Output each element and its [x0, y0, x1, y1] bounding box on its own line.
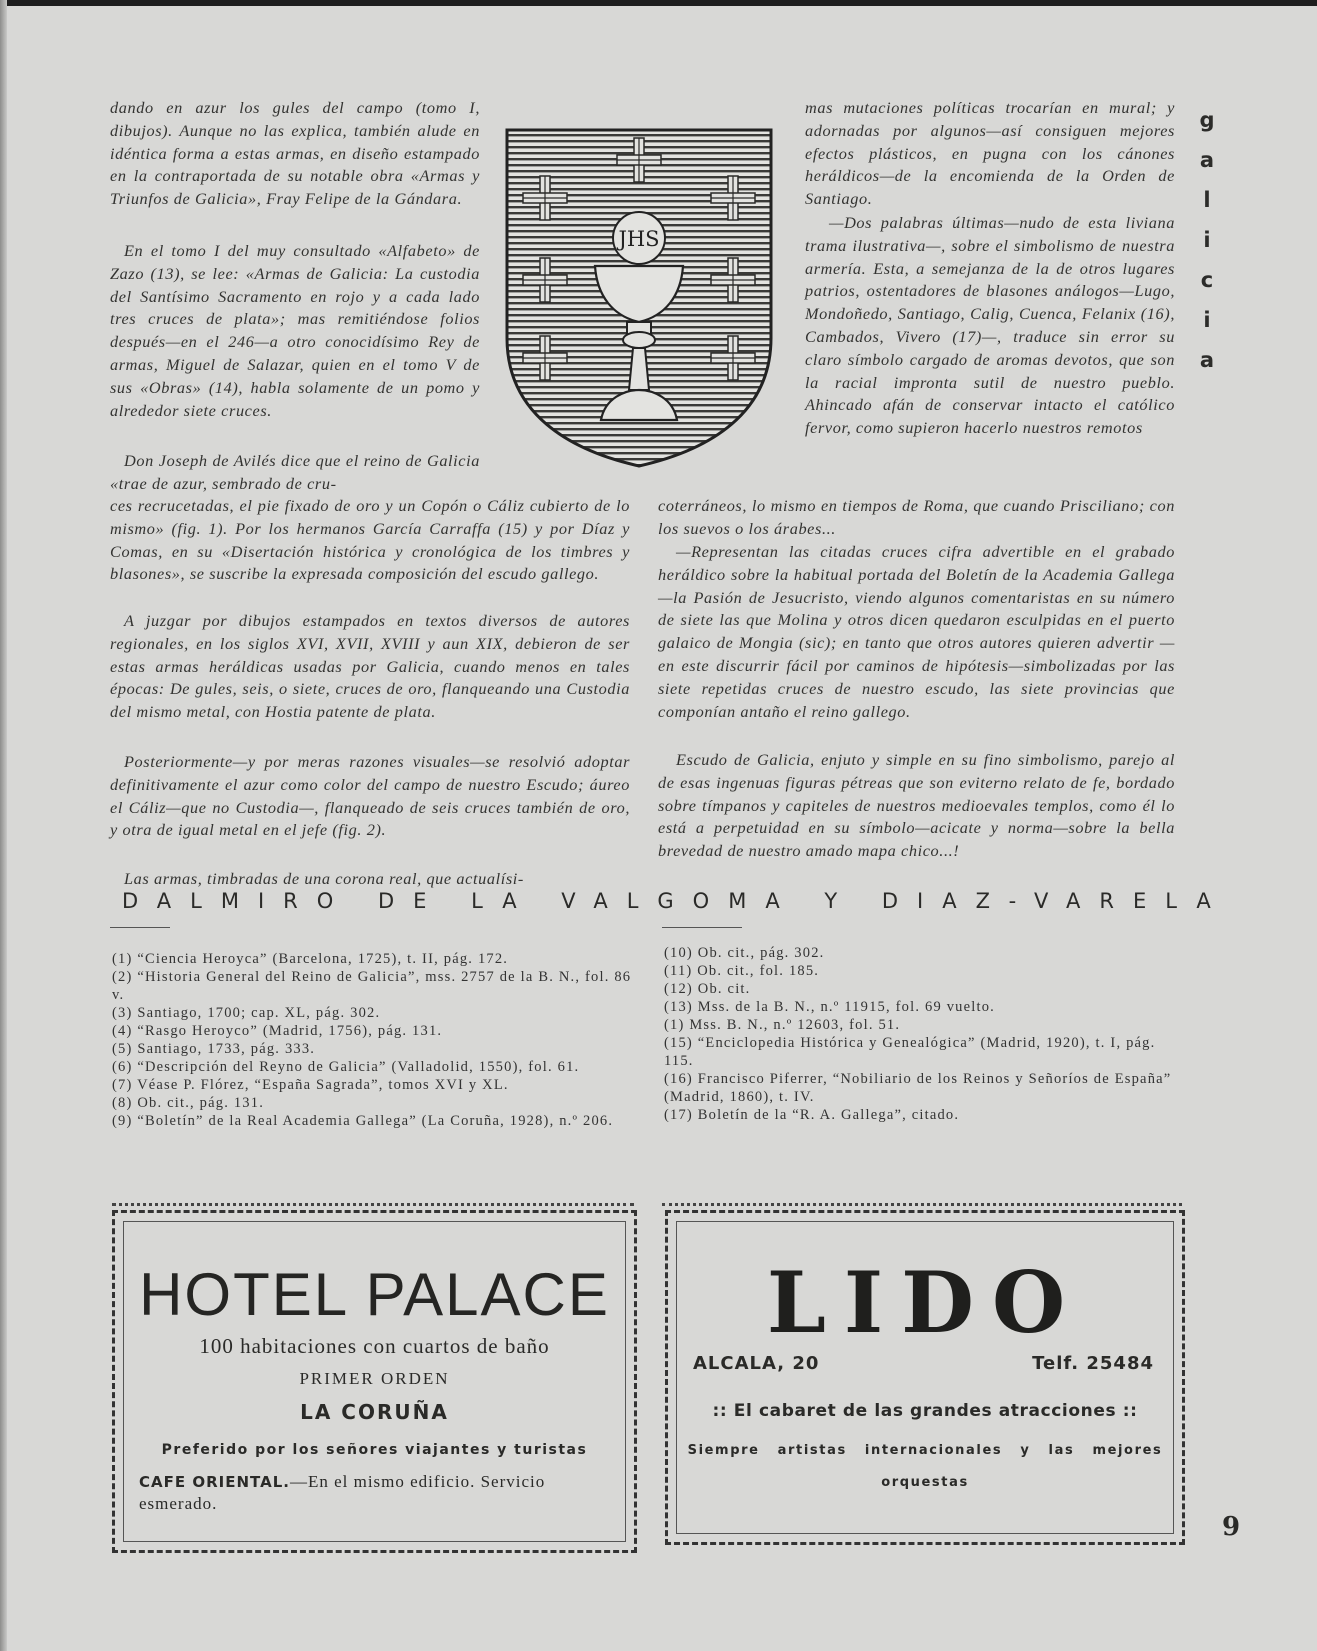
- masthead-letter: l: [1203, 188, 1211, 212]
- masthead-letter: g: [1199, 108, 1215, 132]
- left-wide-paragraph-1: ces recrucetadas, el pie fixado de oro y un Copón o Cáliz cubierto de lo mismo» (fig. 1). Por los hermanos García Carraffa (15) y por Díaz y Comas, en su «Disertación histórica y cronológica de los timbres y blasones», se suscribe la expresada composición del escudo gallego.: [110, 496, 630, 584]
- sidebar-masthead: [1190, 100, 1224, 380]
- masthead-letter: c: [1200, 268, 1214, 292]
- footnote: (2) “Historia General del Reino de Galicia”, mss. 2757 de la B. N., fol. 86 v.: [112, 969, 632, 1003]
- footnote: (8) Ob. cit., pág. 131.: [112, 1095, 265, 1111]
- right-wide-paragraph-3: Escudo de Galicia, enjuto y simple en su fino simbolismo, parejo al de esas ingenuas figuras pétreas que son eviterno relato de fe, bordado sobre tímpanos y capiteles de nuestros medioevales templos, como él lo está a perpetuidad en su símbolo—acicate y norma—sobre la bella brevedad de nuestro amado mapa chico...!: [658, 750, 1175, 861]
- footnote: (9) “Boletín” de la Real Academia Gallega” (La Coruña, 1928), n.º 206.: [112, 1113, 614, 1129]
- page-binding-edge: [0, 0, 7, 1651]
- right-paragraph-2: —Dos palabras últimas—nudo de esta liviana trama ilustrativa—, sobre el simbolismo de nuestra armería. Esta, a semejanza de la de otros lugares patrios, ostentadores de blasones análogos—Lugo, Mondoñedo, Santiago, Calig, Cuenca, Felanix (16), Cambados, Vivero (17)—, traduce sin error su claro símbolo cargado de aromas devotos, que son la racial impronta sutil de nuestro pueblo. Ahincado afán de conservar intacto el católico fervor, como supieron hacerlo nuestros remotos: [805, 213, 1175, 438]
- footnote: (1) Mss. B. N., n.º 12603, fol. 51.: [664, 1017, 901, 1033]
- footnote-rule-left: [110, 927, 170, 928]
- jhs-monogram: JHS: [618, 227, 660, 251]
- lido-name: LIDO: [766, 1253, 1084, 1352]
- ad-hotel-palace: [112, 1210, 637, 1553]
- left-wide-paragraph-4: Las armas, timbradas de una corona real, que actualísi-: [124, 869, 524, 888]
- footnote: (4) “Rasgo Heroyco” (Madrid, 1756), pág. 131.: [112, 1023, 443, 1039]
- left-paragraph-2: En el tomo I del muy consultado «Alfabeto» de Zazo (13), se lee: «Armas de Galicia: La custodia del Santísimo Sacramento en rojo y a cada lado tres cruces de plata»; mas remitiéndose folios después—en el 246—a otro conocidísimo Rey de armas, Miguel de Salazar, quien en el tomo V de sus «Obras» (14), habla solamente de un pomo y alrededor siete cruces.: [110, 241, 480, 420]
- ad-lido: [665, 1210, 1185, 1545]
- left-paragraph-3: Don Joseph de Avilés dice que el reino de Galicia «trae de azur, sembrado de cru-: [110, 451, 480, 493]
- hotel-rooms: 100 habitaciones con cuartos de baño: [199, 1334, 550, 1358]
- lido-line-1: Siempre artistas internacionales y las mejores: [687, 1443, 1163, 1458]
- masthead-letter: a: [1199, 348, 1215, 372]
- separator-dotted-left: [112, 1203, 634, 1206]
- hotel-category: PRIMER ORDEN: [299, 1369, 450, 1388]
- lido-line-2: orquestas: [881, 1475, 969, 1490]
- left-wide-paragraph-2: A juzgar por dibujos estampados en textos diversos de autores regionales, en los siglos XVI, XVII, XVIII y aun XIX, debieron de ser estas armas heráldicas usadas por Galicia, cuando menos en tales épocas: De gules, seis, o siete, cruces de oro, flanqueando una Custodia del mismo metal, con Hostia patente de plata.: [110, 611, 630, 722]
- footnote: (6) “Descripción del Reyno de Galicia” (Valladolid, 1550), fol. 61.: [112, 1059, 580, 1075]
- cafe-label: CAFE ORIENTAL.: [139, 1473, 290, 1491]
- lido-slogan: :: El cabaret de las grandes atracciones ::: [712, 1401, 1138, 1421]
- footnote: (5) Santiago, 1733, pág. 333.: [112, 1041, 316, 1057]
- right-paragraph-1: mas mutaciones políticas trocarían en mural; y adornadas por algunos—así consiguen mejores efectos plásticos, en pugna con los cánones heráldicos—de la encomienda de la Orden de Santiago.: [805, 98, 1175, 209]
- left-paragraph-1: dando en azur los gules del campo (tomo I, dibujos). Aunque no las explica, también alude en idéntica forma a estas armas, en diseño estampado en la contraportada de su notable obra «Armas y Triunfos de Galicia», Fray Felipe de la Gándara.: [110, 98, 480, 209]
- footnote: (11) Ob. cit., fol. 185.: [664, 963, 820, 979]
- hotel-city: LA CORUÑA: [300, 1400, 449, 1424]
- footnote: (12) Ob. cit.: [664, 981, 751, 997]
- left-wide-paragraph-3: Posteriormente—y por meras razones visuales—se resolvió adoptar definitivamente el azur como color del campo de nuestro Escudo; áureo el Cáliz—que no Custodia—, flanqueado de seis cruces también de oro, y otra de igual metal en el jefe (fig. 2).: [110, 752, 630, 840]
- lido-address: ALCALA, 20: [693, 1353, 820, 1374]
- footnote: (1) “Ciencia Heroyca” (Barcelona, 1725), t. II, pág. 172.: [112, 951, 509, 967]
- footnotes-right: [664, 944, 1184, 1124]
- right-wide-paragraph-2: —Representan las citadas cruces cifra advertible en el grabado heráldico sobre la habitual portada del Boletín de la Academia Gallega—la Pasión de Jesucristo, viendo algunos comentaristas en su número de siete las que Molina y otros dicen quedaron esculpidas en el puerto galaico de Mongia (sic); en tanto que otros autores quieren advertir —en este discurrir fácil por caminos de hipótesis—simbolizadas por las siete repetidas cruces de nuestro escudo, las siete provincias que componían antaño el reino gallego.: [658, 542, 1175, 721]
- masthead-letter: i: [1203, 228, 1211, 252]
- footnotes-left: [112, 950, 632, 1130]
- hotel-name: HOTEL PALACE: [139, 1261, 610, 1328]
- footnote: (17) Boletín de la “R. A. Gallega”, citado.: [664, 1107, 960, 1123]
- galicia-coat-of-arms: [505, 128, 773, 468]
- footnote: (16) Francisco Piferrer, “Nobiliario de los Reinos y Señoríos de España” (Madrid, 1860), t. IV.: [664, 1071, 1172, 1105]
- top-border: [0, 0, 1317, 6]
- footnote-rule-right: [662, 927, 742, 928]
- footnote: (3) Santiago, 1700; cap. XL, pág. 302.: [112, 1005, 381, 1021]
- lido-phone: Telf. 25484: [1032, 1353, 1154, 1374]
- masthead-letter: a: [1199, 148, 1215, 172]
- footnote: (7) Véase P. Flórez, “España Sagrada”, tomos XVI y XL.: [112, 1077, 509, 1093]
- separator-dotted-right: [662, 1203, 1182, 1206]
- cafe-text: —En el mismo edificio. Servicio esmerado.: [139, 1472, 546, 1513]
- right-wide-paragraph-1: coterráneos, lo mismo en tiempos de Roma, que cuando Prisciliano; con los suevos o los árabes...: [658, 496, 1175, 538]
- footnote: (10) Ob. cit., pág. 302.: [664, 945, 825, 961]
- footnote: (13) Mss. de la B. N., n.º 11915, fol. 69 vuelto.: [664, 999, 995, 1015]
- page-number: 9: [1222, 1512, 1241, 1542]
- hotel-cafe: [139, 1471, 599, 1515]
- footnote: (15) “Enciclopedia Histórica y Genealógica” (Madrid, 1920), t. I, pág. 115.: [664, 1035, 1156, 1069]
- author-byline: DALMIRO DE LA VALGOMA Y DIAZ-VARELA: [122, 889, 1230, 913]
- hotel-preferred: Preferido por los señores viajantes y turistas: [161, 1442, 588, 1458]
- masthead-letter: i: [1203, 308, 1211, 332]
